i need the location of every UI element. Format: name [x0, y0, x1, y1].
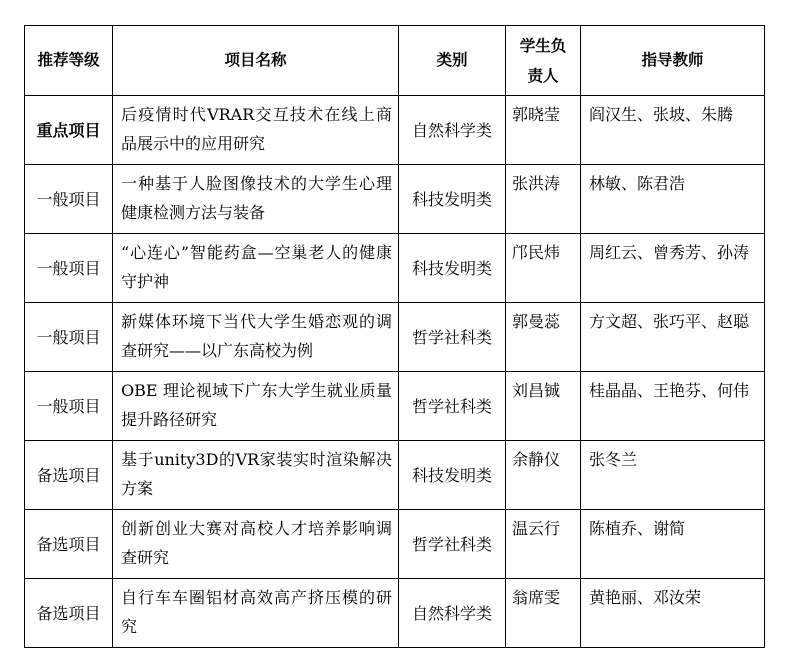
cell-teacher: 张冬兰 [581, 441, 765, 510]
project-table [24, 25, 765, 648]
header-teacher: 指导教师 [581, 26, 765, 96]
table-row [25, 303, 765, 372]
cell-teacher: 方文超、张巧平、赵聪 [581, 303, 765, 372]
cell-project-name: 基于unity3D的VR家装实时渲染解决方案 [113, 441, 399, 510]
cell-category: 自然科学类 [399, 579, 506, 648]
cell-project-name: OBE 理论视域下广东大学生就业质量提升路径研究 [113, 372, 399, 441]
cell-level: 一般项目 [25, 372, 113, 441]
cell-project-name: 自行车车圈铝材高效高产挤压模的研究 [113, 579, 399, 648]
table-row [25, 165, 765, 234]
cell-level: 备选项目 [25, 441, 113, 510]
cell-level: 重点项目 [25, 96, 113, 165]
cell-teacher: 林敏、陈君浩 [581, 165, 765, 234]
header-project-name: 项目名称 [113, 26, 399, 96]
header-category: 类别 [399, 26, 506, 96]
table-row [25, 234, 765, 303]
cell-student: 温云行 [506, 510, 581, 579]
cell-teacher: 黄艳丽、邓汝荣 [581, 579, 765, 648]
cell-teacher: 桂晶晶、王艳芬、何伟 [581, 372, 765, 441]
cell-category: 科技发明类 [399, 234, 506, 303]
cell-category: 科技发明类 [399, 441, 506, 510]
cell-teacher: 周红云、曾秀芳、孙涛 [581, 234, 765, 303]
table-row [25, 579, 765, 648]
cell-category: 哲学社科类 [399, 303, 506, 372]
cell-student: 翁席雯 [506, 579, 581, 648]
cell-teacher: 阎汉生、张坡、朱腾 [581, 96, 765, 165]
cell-project-name: “心连心”智能药盒—空巢老人的健康守护神 [113, 234, 399, 303]
cell-project-name: 后疫情时代VRAR交互技术在线上商品展示中的应用研究 [113, 96, 399, 165]
header-student-line2: 责人 [527, 66, 559, 85]
cell-level: 备选项目 [25, 510, 113, 579]
cell-student: 刘昌铖 [506, 372, 581, 441]
header-student [506, 26, 581, 96]
cell-student: 邝民炜 [506, 234, 581, 303]
header-row [25, 26, 765, 96]
cell-project-name: 新媒体环境下当代大学生婚恋观的调查研究——以广东高校为例 [113, 303, 399, 372]
cell-level: 一般项目 [25, 303, 113, 372]
cell-category: 哲学社科类 [399, 510, 506, 579]
cell-student: 张洪涛 [506, 165, 581, 234]
cell-category: 自然科学类 [399, 96, 506, 165]
cell-level: 一般项目 [25, 165, 113, 234]
cell-project-name: 创新创业大赛对高校人才培养影响调查研究 [113, 510, 399, 579]
cell-level: 备选项目 [25, 579, 113, 648]
cell-project-name: 一种基于人脸图像技术的大学生心理健康检测方法与装备 [113, 165, 399, 234]
cell-category: 哲学社科类 [399, 372, 506, 441]
cell-student: 余静仪 [506, 441, 581, 510]
table-row [25, 510, 765, 579]
header-student-line1: 学生负 [519, 36, 567, 55]
cell-student: 郭晓莹 [506, 96, 581, 165]
cell-category: 科技发明类 [399, 165, 506, 234]
header-level: 推荐等级 [25, 26, 113, 96]
cell-level: 一般项目 [25, 234, 113, 303]
table-row [25, 372, 765, 441]
cell-teacher: 陈植乔、谢简 [581, 510, 765, 579]
table-row [25, 441, 765, 510]
table-row [25, 96, 765, 165]
cell-student: 郭曼蕊 [506, 303, 581, 372]
